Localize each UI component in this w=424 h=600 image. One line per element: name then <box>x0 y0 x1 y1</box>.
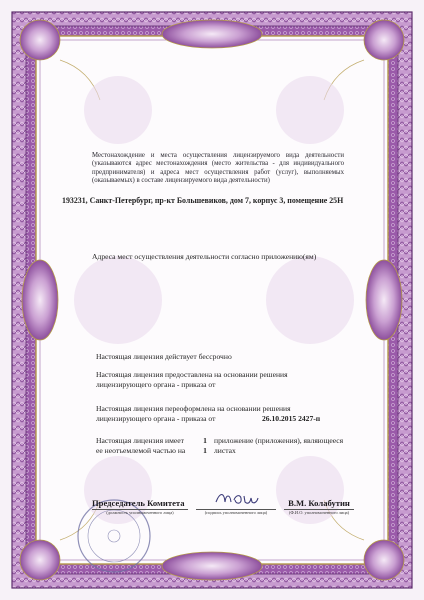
appendix-line1-label: Настоящая лицензия имеет <box>96 436 184 445</box>
places-note: Адреса мест осуществления деятельности согласно приложению(ям) <box>92 252 317 261</box>
basis-reissued-value: 26.10.2015 2427-п <box>262 414 321 423</box>
signer-name: В.М. Колабутин <box>284 498 354 510</box>
appendix-line2-suffix: листах <box>214 446 236 455</box>
signature-caption: (подпись уполномоченного лица) <box>204 510 268 515</box>
validity-text: Настоящая лицензия действует бессрочно <box>96 352 232 361</box>
section-header: Местонахождение и места осуществления лицензируемого вида деятельности (указываются адрес местонахождения (место жительства - для индивидуального предпринимателя) и адреса мест осуществления работ (услуг), выполняемых (оказываемых) в составе лицензируемого вида деятельности) <box>92 152 344 185</box>
appendix-line1-suffix: приложение (приложения), являющееся <box>214 436 344 445</box>
address-line: 193231, Санкт-Петербург, пр-кт Большевиков, дом 7, корпус 3, помещение 25Н <box>62 196 344 205</box>
basis-reissued: Настоящая лицензия переоформлена на основании решения лицензирующего органа - приказа от <box>96 404 291 423</box>
appendix-line1-count: 1 <box>203 436 207 445</box>
appendix-line2-label: ее неотъемлемой частью на <box>96 446 186 455</box>
basis-provided: Настоящая лицензия предоставлена на основании решения лицензирующего органа - приказа от <box>96 370 288 389</box>
signer-position: Председатель Комитета <box>92 498 188 510</box>
handwritten-signature <box>214 488 260 508</box>
appendix-line2-count: 1 <box>203 446 207 455</box>
signer-position-caption: (должность уполномоченного лица) <box>106 510 174 515</box>
signer-name-caption: (Ф.И.О. уполномоченного лица) <box>288 510 350 515</box>
